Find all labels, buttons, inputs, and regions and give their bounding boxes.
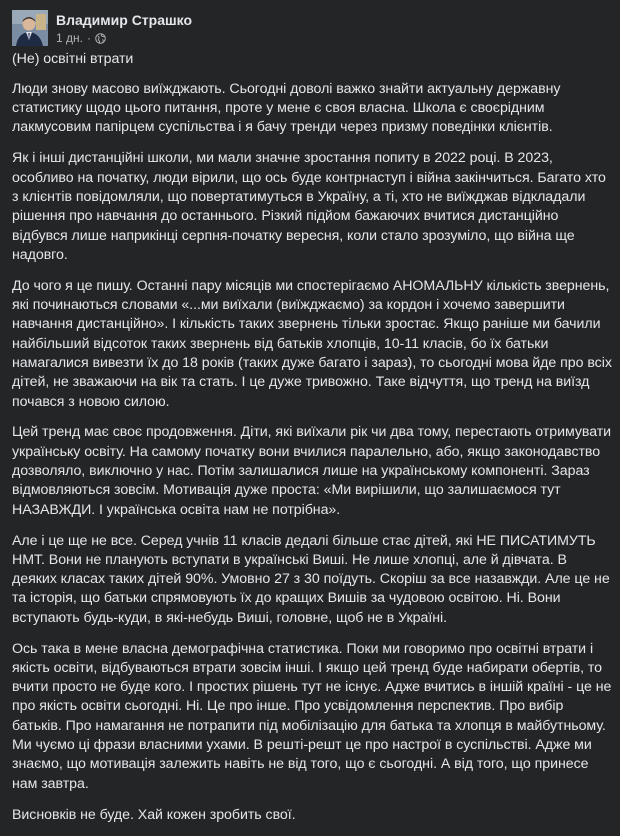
post-paragraph: Висновків не буде. Хай кожен зробить свої. [12,806,296,823]
post-title: (Не) освітні втрати [12,51,134,67]
author-name[interactable]: Владимир Страшко [56,11,193,28]
post-meta [56,11,192,46]
separator-dot: · [86,30,91,45]
post-paragraph: Люди знову масово виїжджають. Сьогодні доволі важко знайти актуальну державну статистику щодо цього питання, проте у мене є своя власна. Школа є своєрідним лакмусовим папірцем суспільства і я бачу тренди через призму поведінки клієнтів. [12,80,561,136]
post-paragraph: Ось така в мене власна демографічна статистика. Поки ми говоримо про освітні втрати і якість освіти, відбуваються втрати зовсім інші. І якщо цей тренд буде набирати обертів, то вчити просто не буде кого. І простих рішень тут не існує. Адже вчитись в іншій країні - це не про якість освіти сьогодні. Ні. Це про інше. Про усвідомлення перспектив. Про вибір батьків. Про намагання не потрапити під мобілізацію для батька та хлопця в майбутньому. Ми чуємо ці фрази власними ухами. В решті-решт це про настрої в суспільстві. Адже ми знаємо, що мотивація залежить навіть не від того, що є сьогодні. А від того, що принесе нам завтра. [12,640,612,792]
post-paragraph: До чого я це пишу. Останні пару місяців ми спостерігаємо АНОМАЛЬНУ кількість звернень, які починаються словами «...ми виїхали (виїжджаємо) за кордон і хочемо завершити навчання дистанційно». І кількість таких звернень тільки зростає. Якщо раніше ми бачили найбільший відсоток таких звернень від батьків хлопців, 10-11 класів, бо їх батьки намагалися вивезти їх до 18 років (таких дуже багато і зараз), то сьогодні мова йде про всіх дітей, не зважаючи на вік та стать. І це дуже тривожно. Таке відчуття, що тренд на виїзд почався з новою силою. [12,277,612,410]
post-paragraph: Як і інші дистанційні школи, ми мали значне зростання попиту в 2022 році. В 2023, особливо на початку, люди вірили, що ось буде контрнаступ і війна закінчиться. Багато хто з клієнтів повідомляли, що повертатимуться в Україну, а ті, хто не виїжджав відкладали рішення про навчання до останнього. Різкий підйом бажаючих вчитися дистанційно відбувся лише наприкінці серпня-початку вересня, коли стало зрозуміло, що війна ще надовго. [12,150,606,263]
avatar[interactable] [12,10,48,46]
post-paragraph: Цей тренд має своє продовження. Діти, які виїхали рік чи два тому, перестають отримувати українську освіту. На самому початку вони вчилися паралельно, або, якщо законодавство дозволяло, виключно у нас. Потім залишалися лише на українському компоненті. Зараз відмовляються зовсім. Мотивація дуже проста: «Ми вирішили, що залишаємося тут НАЗАВЖДИ. І українська освіта нам не потрібна». [12,424,612,518]
post-header [12,8,192,48]
post-timestamp[interactable]: 1 дн. [56,30,83,45]
post-paragraph: Але і це ще не все. Серед учнів 11 класів дедалі більше стає дітей, які НЕ ПИСАТИМУТЬ НМТ. Вони не планують вступати в українські Виші. Не лише хлопці, але й дівчата. В деяких класах таких дітей 90%. Умовно 27 з 30 поїдуть. Скоріш за все назавжди. Але це не та історія, що батьки спрямовують їх до кращих Вишів за чудовою освітою. Ні. Вони вступають будь-куди, в які-небудь Виші, головне, щоб не в Україні. [12,532,610,626]
post-body [12,50,614,836]
avatar-image [12,10,48,46]
globe-icon[interactable] [95,32,106,43]
post-subline [56,30,192,46]
